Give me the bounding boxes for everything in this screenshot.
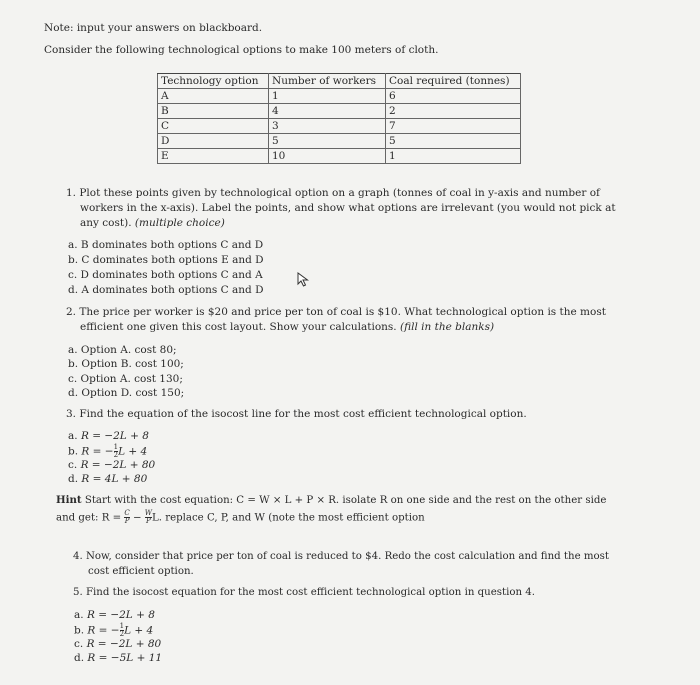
q5-option-a[interactable] — [74, 609, 155, 622]
table-cell: 7 — [386, 119, 521, 134]
table-cell: 3 — [269, 119, 386, 134]
table-header-row — [158, 74, 521, 89]
hint-line1 — [56, 494, 606, 507]
note-line: Note: input your answers on blackboard. — [44, 22, 263, 34]
q4-text-line1: 4. Now, consider that price per ton of coal is reduced to $4. Redo the cost calculation and find the most — [73, 551, 609, 562]
table-row — [158, 89, 521, 104]
table-cell: 1 — [386, 149, 521, 164]
table-cell: 10 — [269, 149, 386, 164]
table-header: Technology option — [158, 74, 269, 89]
q3-text: 3. Find the equation of the isocost line for the most cost efficient technological option. — [66, 408, 527, 420]
fraction-numerator: 1 — [119, 622, 125, 630]
hint-label: Hint — [56, 494, 82, 506]
table-row — [158, 119, 521, 134]
q2-option-d[interactable]: d. Option D. cost 150; — [68, 387, 185, 399]
q1-text-line3 — [80, 217, 225, 230]
table-cell: C — [158, 119, 269, 134]
q3-option-d[interactable] — [68, 473, 147, 486]
q1-option-a[interactable]: a. B dominates both options C and D — [68, 239, 264, 251]
q2-option-c[interactable]: c. Option A. cost 130; — [68, 373, 183, 385]
option-equation-prefix: R = − — [81, 445, 114, 458]
option-equation: R = −5L + 11 — [87, 652, 163, 664]
option-label: d. — [68, 473, 79, 485]
table-cell: A — [158, 89, 269, 104]
table-cell: 6 — [386, 89, 521, 104]
q2-option-b[interactable]: b. Option B. cost 100; — [68, 358, 184, 370]
mouse-pointer-icon — [297, 272, 311, 288]
q1-text-line3-main: any cost). — [80, 217, 132, 229]
table-cell: B — [158, 104, 269, 119]
option-equation-suffix: L + 4 — [124, 624, 154, 637]
q5-option-d[interactable] — [74, 652, 162, 665]
fraction-numerator: 1 — [113, 443, 119, 451]
q5-text: 5. Find the isocost equation for the most cost efficient technological option in question 4. — [73, 587, 535, 598]
option-equation: R = 4L + 80 — [81, 473, 148, 485]
table-header: Number of workers — [269, 74, 386, 89]
q1-option-b[interactable]: b. C dominates both options E and D — [68, 254, 264, 266]
option-equation: R = −2L + 80 — [80, 459, 156, 471]
q2-option-a[interactable]: a. Option A. cost 80; — [68, 344, 177, 356]
table-header: Coal required (tonnes) — [386, 74, 521, 89]
table-row — [158, 104, 521, 119]
table-cell: 5 — [386, 134, 521, 149]
fraction — [145, 510, 152, 525]
hint-line2-prefix: and get: R = — [56, 512, 125, 524]
q5-option-c[interactable] — [74, 638, 161, 651]
fraction-denominator: 2 — [113, 451, 119, 459]
option-label: c. — [68, 459, 78, 471]
hint-line2-suffix: L. replace C, P, and W (note the most efficient option — [151, 512, 425, 524]
table-cell: 2 — [386, 104, 521, 119]
option-label: b. — [68, 445, 79, 458]
fraction-numerator: W — [144, 509, 152, 517]
table-cell: E — [158, 149, 269, 164]
q1-text-line1: 1. Plot these points given by technological option on a graph (tonnes of coal in y-axis and number of — [66, 187, 600, 199]
option-label: c. — [74, 638, 84, 650]
option-equation-prefix: R = − — [87, 624, 120, 637]
q3-option-b[interactable] — [68, 444, 147, 459]
fraction-denominator: P — [124, 517, 130, 525]
hint-text: Start with the cost equation: C = W × L + P × R. isolate R on one side and the rest on the other side — [84, 495, 607, 506]
q1-type-tag: (multiple choice) — [134, 217, 225, 229]
hint-minus: − — [129, 512, 145, 524]
q3-option-c[interactable] — [68, 459, 155, 472]
q1-option-c[interactable]: c. D dominates both options C and A — [68, 269, 263, 281]
q2-text-line2 — [80, 321, 494, 334]
table-row — [158, 149, 521, 164]
q2-text-line1: 2. The price per worker is $20 and price per ton of coal is $10. What technological option is the most — [66, 306, 606, 318]
table-row — [158, 134, 521, 149]
table-cell: 5 — [269, 134, 386, 149]
q5-option-b[interactable] — [74, 623, 153, 638]
option-equation: R = −2L + 80 — [86, 638, 162, 650]
q1-text-line2: workers in the x-axis). Label the points, and show what options are irrelevant (you would not pick at — [80, 202, 616, 214]
q1-option-d[interactable]: d. A dominates both options C and D — [68, 284, 264, 296]
intro-line: Consider the following technological options to make 100 meters of cloth. — [44, 44, 439, 56]
q3-option-a[interactable] — [68, 430, 149, 443]
option-label: b. — [74, 624, 85, 637]
option-equation-suffix: L + 4 — [118, 445, 148, 458]
fraction-denominator: P — [146, 517, 151, 525]
table-cell: D — [158, 134, 269, 149]
option-equation: R = −2L + 8 — [80, 430, 149, 442]
option-label: d. — [74, 652, 85, 664]
table-cell: 4 — [269, 104, 386, 119]
option-label: a. — [74, 609, 84, 621]
fraction-numerator: C — [124, 509, 130, 517]
option-label: a. — [68, 430, 78, 442]
q2-text-line2-main: efficient one given this cost layout. Show your calculations. — [80, 321, 397, 333]
option-equation: R = −2L + 8 — [86, 609, 155, 621]
hint-line2 — [56, 510, 425, 525]
table-cell: 1 — [269, 89, 386, 104]
fraction-denominator: 2 — [119, 630, 125, 638]
q2-type-tag: (fill in the blanks) — [399, 321, 495, 333]
q4-text-line2: cost efficient option. — [88, 566, 194, 577]
technology-table — [157, 73, 521, 164]
